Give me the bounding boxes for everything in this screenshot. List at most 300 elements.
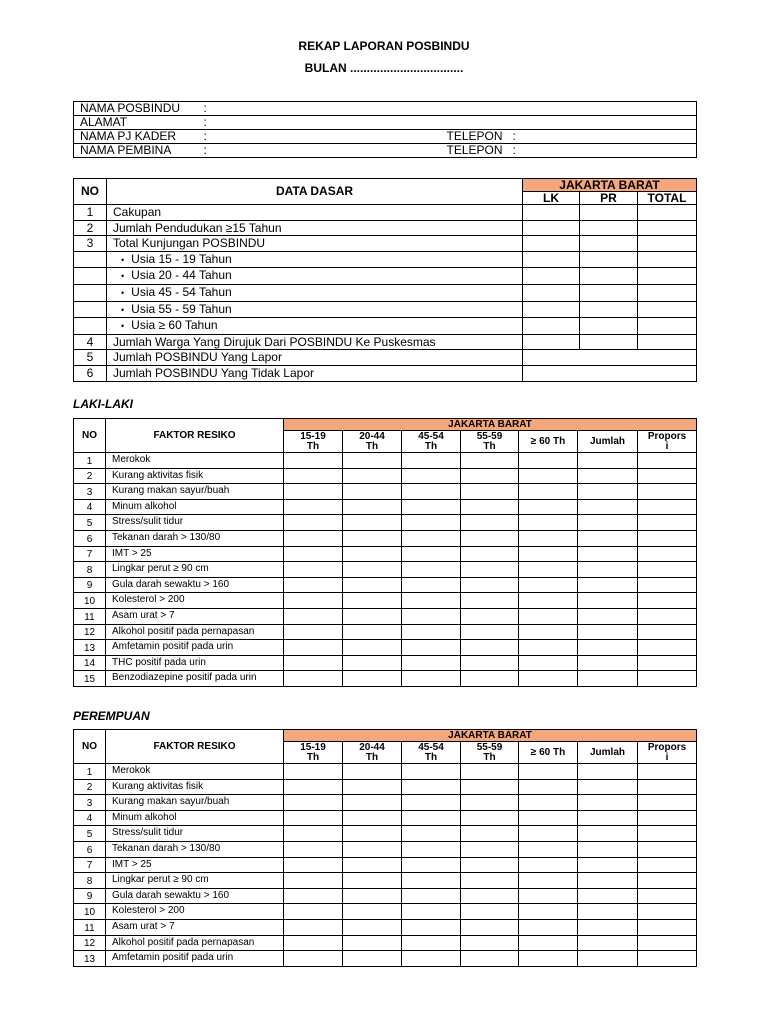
value-cell[interactable] [402,608,461,624]
value-cell[interactable] [638,919,697,935]
value-cell[interactable] [578,453,638,469]
col-faktor-resiko-header: FAKTOR RESIKO [106,419,284,453]
value-cell[interactable] [284,484,343,500]
value-cell[interactable] [638,655,697,671]
age-group-unit: Th [306,751,320,763]
value-cell[interactable] [519,919,578,935]
value-cell[interactable] [578,640,638,656]
value-cell[interactable] [638,888,697,904]
table-row [74,951,697,967]
value-cell[interactable] [638,593,697,609]
value-cell[interactable] [578,655,638,671]
info-extra-value-field[interactable] [511,144,697,158]
lk-value-cell[interactable] [523,251,580,268]
value-cell[interactable] [461,888,519,904]
value-cell[interactable] [638,935,697,951]
value-cell[interactable] [578,888,638,904]
value-cell[interactable] [461,484,519,500]
value-cell[interactable] [343,951,402,967]
value-cell[interactable] [402,826,461,842]
value-cell[interactable] [578,873,638,889]
table-row [74,764,697,780]
value-cell[interactable] [461,857,519,873]
pr-value-cell[interactable] [580,251,638,268]
value-cell[interactable] [343,671,402,687]
value-cell[interactable] [578,593,638,609]
value-cell[interactable] [402,671,461,687]
total-value-cell[interactable] [638,301,697,318]
value-cell[interactable] [343,577,402,593]
value-cell[interactable] [284,951,343,967]
value-cell[interactable] [343,904,402,920]
value-cell[interactable] [284,530,343,546]
row-number: 8 [74,873,106,889]
pr-value-cell[interactable] [580,301,638,318]
value-cell[interactable] [519,655,578,671]
total-value-cell[interactable] [638,318,697,335]
value-cell[interactable] [343,655,402,671]
value-cell[interactable] [638,453,697,469]
bullet-icon: • [121,271,125,282]
value-cell[interactable] [284,764,343,780]
risk-factor-label: Kurang aktivitas fisik [106,779,284,795]
row-label-text: Cakupan [113,205,162,219]
value-cell[interactable] [284,826,343,842]
row-number: 11 [74,919,106,935]
value-cell[interactable] [638,779,697,795]
value-cell[interactable] [519,577,578,593]
total-value-cell[interactable] [638,268,697,285]
pr-value-cell[interactable] [580,334,638,350]
value-cell[interactable] [402,468,461,484]
value-cell[interactable] [519,624,578,640]
value-cell[interactable] [461,919,519,935]
value-cell[interactable] [578,857,638,873]
total-value-cell[interactable] [638,205,697,221]
row-number: 6 [74,530,106,546]
table-row [74,236,697,252]
value-cell[interactable] [343,810,402,826]
value-cell[interactable] [402,655,461,671]
value-cell[interactable] [343,593,402,609]
value-cell[interactable] [402,919,461,935]
risk-factor-label: IMT > 25 [106,857,284,873]
table-row [74,334,697,350]
value-cell[interactable] [638,484,697,500]
value-cell[interactable] [519,671,578,687]
proporsi-top: Propors [647,430,687,442]
pr-value-cell[interactable] [580,236,638,252]
value-cell[interactable] [402,935,461,951]
value-cell[interactable] [578,515,638,531]
value-cell[interactable] [461,935,519,951]
value-cell[interactable] [343,468,402,484]
value-cell[interactable] [284,935,343,951]
value-cell[interactable] [578,562,638,578]
table-row [74,935,697,951]
value-cell[interactable] [284,515,343,531]
value-cell[interactable] [402,888,461,904]
value-cell[interactable] [638,826,697,842]
value-cell[interactable] [461,468,519,484]
total-value-cell[interactable] [638,236,697,252]
value-cell[interactable] [578,904,638,920]
info-value-field[interactable] [204,116,441,130]
table-row [74,284,697,301]
risk-factor-label: Kurang makan sayur/buah [106,484,284,500]
value-cell[interactable] [578,671,638,687]
risk-factor-label: Minum alkohol [106,810,284,826]
age-group-header [343,742,402,764]
value-cell[interactable] [638,546,697,562]
pr-value-cell[interactable] [580,220,638,236]
total-value-cell[interactable] [638,251,697,268]
value-cell[interactable] [519,562,578,578]
value-cell[interactable] [461,764,519,780]
value-cell[interactable] [402,951,461,967]
value-cell[interactable] [343,888,402,904]
value-cell[interactable] [284,841,343,857]
value-cell[interactable] [578,810,638,826]
lk-value-cell[interactable] [523,284,580,301]
value-cell[interactable] [578,624,638,640]
pr-value-cell[interactable] [580,205,638,221]
value-cell[interactable] [578,764,638,780]
value-cell[interactable] [461,608,519,624]
value-cell[interactable] [461,499,519,515]
value-cell[interactable] [578,468,638,484]
value-cell[interactable] [402,764,461,780]
row-number: 6 [74,365,107,381]
value-cell[interactable] [461,515,519,531]
row-number: 14 [74,655,106,671]
value-cell[interactable] [284,888,343,904]
lk-value-cell[interactable] [523,220,580,236]
value-cell[interactable] [519,530,578,546]
value-cell[interactable] [461,562,519,578]
value-cell[interactable] [343,562,402,578]
value-cell[interactable] [638,857,697,873]
value-cell[interactable] [461,873,519,889]
data-dasar-table [73,178,697,382]
value-cell[interactable] [638,562,697,578]
value-cell[interactable] [461,951,519,967]
page-title: REKAP LAPORAN POSBINDU [298,39,470,53]
value-cell[interactable] [461,546,519,562]
value-cell[interactable] [402,640,461,656]
value-cell[interactable] [402,904,461,920]
info-extra-value-field[interactable] [511,130,697,144]
value-cell[interactable] [343,499,402,515]
value-cell[interactable] [578,841,638,857]
value-cell[interactable] [461,904,519,920]
row-number: 5 [74,515,106,531]
row-label [107,365,523,381]
value-cell[interactable] [638,577,697,593]
pr-value-cell[interactable] [580,284,638,301]
value-cell[interactable] [638,795,697,811]
risk-factor-label: Gula darah sewaktu > 160 [106,888,284,904]
value-cell[interactable] [578,577,638,593]
region-header: JAKARTA BARAT [284,730,697,742]
value-cell[interactable] [343,779,402,795]
row-number: 1 [74,453,106,469]
value-cell[interactable] [578,499,638,515]
total-value-cell[interactable] [523,365,697,381]
value-cell[interactable] [461,593,519,609]
row-label [107,268,523,285]
value-cell[interactable] [343,546,402,562]
value-cell[interactable] [638,624,697,640]
value-cell[interactable] [343,640,402,656]
value-cell[interactable] [402,841,461,857]
info-extra-label [441,116,511,130]
value-cell[interactable] [519,764,578,780]
value-cell[interactable] [638,608,697,624]
value-cell[interactable] [578,935,638,951]
value-cell[interactable] [343,515,402,531]
value-cell[interactable] [284,608,343,624]
value-cell[interactable] [519,484,578,500]
value-cell[interactable] [402,873,461,889]
risk-factor-label: Lingkar perut ≥ 90 cm [106,562,284,578]
value-cell[interactable] [519,640,578,656]
value-cell[interactable] [519,608,578,624]
value-cell[interactable] [638,873,697,889]
value-cell[interactable] [578,826,638,842]
total-value-cell[interactable] [638,334,697,350]
value-cell[interactable] [284,779,343,795]
row-number: 9 [74,888,106,904]
info-extra-value-field[interactable] [511,102,697,116]
value-cell[interactable] [343,530,402,546]
value-cell[interactable] [519,779,578,795]
value-cell[interactable] [402,484,461,500]
table-row [74,530,697,546]
lk-value-cell[interactable] [523,268,580,285]
value-cell[interactable] [578,530,638,546]
value-cell[interactable] [284,624,343,640]
value-cell[interactable] [343,624,402,640]
value-cell[interactable] [343,608,402,624]
value-cell[interactable] [638,841,697,857]
value-cell[interactable] [519,904,578,920]
value-cell[interactable] [343,935,402,951]
value-cell[interactable] [461,841,519,857]
value-cell[interactable] [402,530,461,546]
table-row [74,350,697,366]
value-cell[interactable] [638,810,697,826]
value-cell[interactable] [402,857,461,873]
value-cell[interactable] [343,764,402,780]
value-cell[interactable] [519,515,578,531]
value-cell[interactable] [638,515,697,531]
col-proporsi-header [638,431,697,453]
section-title-perempuan: PEREMPUAN [73,709,150,723]
table-row [74,904,697,920]
row-number [74,284,107,301]
info-label: NAMA PJ KADER [74,130,204,144]
value-cell[interactable] [519,593,578,609]
value-cell[interactable] [519,453,578,469]
row-label [107,205,523,221]
value-cell[interactable] [578,779,638,795]
value-cell[interactable] [402,795,461,811]
pr-value-cell[interactable] [580,268,638,285]
value-cell[interactable] [519,826,578,842]
bullet-icon: • [121,304,125,315]
value-cell[interactable] [519,468,578,484]
row-label [107,220,523,236]
table-row [74,468,697,484]
value-cell[interactable] [284,810,343,826]
risk-factor-label: Alkohol positif pada pernapasan [106,624,284,640]
value-cell[interactable] [402,515,461,531]
risk-factor-label: Kurang aktivitas fisik [106,468,284,484]
total-value-cell[interactable] [638,220,697,236]
info-extra-colon: : [512,143,516,157]
row-number: 2 [74,468,106,484]
info-value-field[interactable] [204,102,441,116]
value-cell[interactable] [343,484,402,500]
value-cell[interactable] [284,562,343,578]
value-cell[interactable] [402,562,461,578]
value-cell[interactable] [284,546,343,562]
value-cell[interactable] [638,904,697,920]
value-cell[interactable] [461,624,519,640]
value-cell[interactable] [284,873,343,889]
value-cell[interactable] [638,640,697,656]
value-cell[interactable] [284,593,343,609]
value-cell[interactable] [519,935,578,951]
info-extra-value-field[interactable] [511,116,697,130]
total-value-cell[interactable] [523,350,697,366]
value-cell[interactable] [284,857,343,873]
value-cell[interactable] [461,671,519,687]
value-cell[interactable] [461,795,519,811]
value-cell[interactable] [284,671,343,687]
proporsi-bottom: i [665,751,669,763]
value-cell[interactable] [578,795,638,811]
value-cell[interactable] [578,608,638,624]
value-cell[interactable] [638,671,697,687]
value-cell[interactable] [638,951,697,967]
row-label [107,251,523,268]
value-cell[interactable] [402,779,461,795]
value-cell[interactable] [519,888,578,904]
value-cell[interactable] [638,764,697,780]
value-cell[interactable] [461,577,519,593]
age-group-header [402,742,461,764]
value-cell[interactable] [578,484,638,500]
value-cell[interactable] [402,546,461,562]
age-group-unit: Th [365,440,379,452]
value-cell[interactable] [284,795,343,811]
risk-factor-label: Stress/sulit tidur [106,826,284,842]
value-cell[interactable] [284,919,343,935]
value-cell[interactable] [519,873,578,889]
value-cell[interactable] [284,904,343,920]
bullet-icon: • [121,321,125,332]
age-group-unit: Th [365,751,379,763]
value-cell[interactable] [284,577,343,593]
value-cell[interactable] [402,499,461,515]
value-cell[interactable] [343,857,402,873]
row-number [74,268,107,285]
lk-value-cell[interactable] [523,334,580,350]
col-data-dasar-header: DATA DASAR [107,179,523,205]
info-value-field[interactable] [204,144,441,158]
table-row [74,826,697,842]
value-cell[interactable] [519,951,578,967]
value-cell[interactable] [519,546,578,562]
value-cell[interactable] [519,857,578,873]
pr-value-cell[interactable] [580,318,638,335]
value-cell[interactable] [461,779,519,795]
value-cell[interactable] [402,593,461,609]
value-cell[interactable] [343,795,402,811]
value-cell[interactable] [519,499,578,515]
value-cell[interactable] [343,826,402,842]
row-label [107,318,523,335]
value-cell[interactable] [638,499,697,515]
info-value-field[interactable] [204,130,441,144]
value-cell[interactable] [638,468,697,484]
value-cell[interactable] [519,841,578,857]
lk-value-cell[interactable] [523,318,580,335]
risk-factor-label: Asam urat > 7 [106,608,284,624]
value-cell[interactable] [284,655,343,671]
value-cell[interactable] [461,640,519,656]
region-header: JAKARTA BARAT [523,179,697,192]
lk-value-cell[interactable] [523,301,580,318]
age-group-range: 55-59 [476,430,503,442]
age-group-range: 45-54 [418,430,444,442]
value-cell[interactable] [578,919,638,935]
value-cell[interactable] [284,468,343,484]
value-cell[interactable] [461,655,519,671]
value-cell[interactable] [638,530,697,546]
value-cell[interactable] [519,795,578,811]
value-cell[interactable] [343,841,402,857]
age-group-header [461,742,519,764]
row-number: 3 [74,236,107,252]
value-cell[interactable] [461,826,519,842]
value-cell[interactable] [461,453,519,469]
value-cell[interactable] [284,453,343,469]
value-cell[interactable] [343,873,402,889]
value-cell[interactable] [402,577,461,593]
value-cell[interactable] [461,530,519,546]
lk-value-cell[interactable] [523,236,580,252]
value-cell[interactable] [402,453,461,469]
risk-factor-label: IMT > 25 [106,546,284,562]
value-cell[interactable] [284,640,343,656]
value-cell[interactable] [284,499,343,515]
value-cell[interactable] [402,810,461,826]
age-group-range: 20-44 [359,430,385,442]
value-cell[interactable] [402,624,461,640]
value-cell[interactable] [343,919,402,935]
total-value-cell[interactable] [638,284,697,301]
value-cell[interactable] [519,810,578,826]
value-cell[interactable] [343,453,402,469]
row-label-text: Usia 15 - 19 Tahun [131,251,232,266]
value-cell[interactable] [578,546,638,562]
value-cell[interactable] [578,951,638,967]
lk-value-cell[interactable] [523,205,580,221]
value-cell[interactable] [461,810,519,826]
